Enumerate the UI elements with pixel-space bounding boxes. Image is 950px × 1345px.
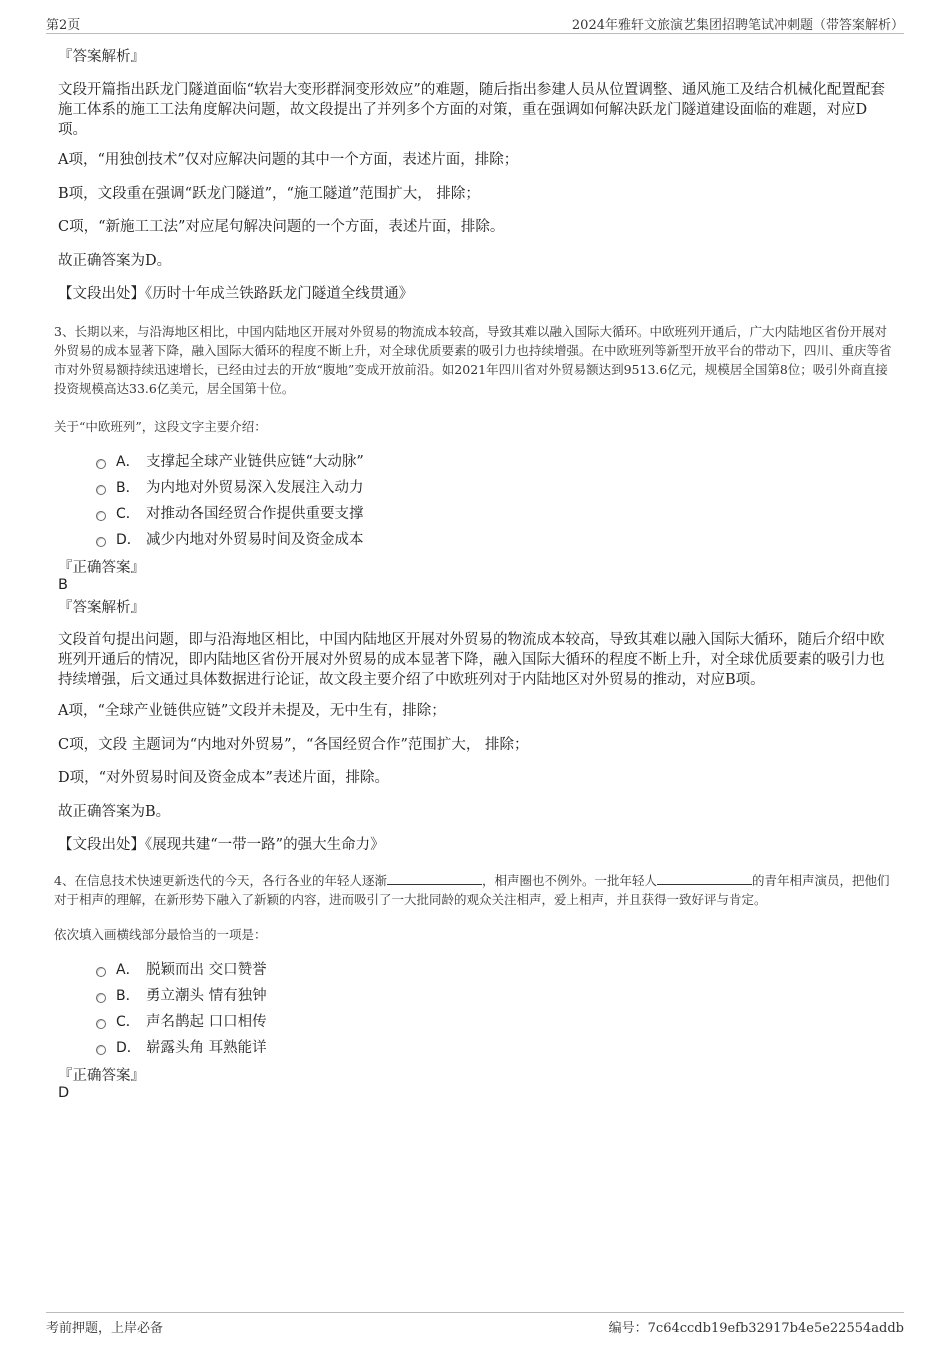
radio-icon[interactable] (96, 485, 106, 495)
question-4-prompt: 依次填入画横线部分最恰当的一项是： (54, 927, 267, 942)
analysis-label: 『答案解析』 (58, 49, 145, 65)
q4-option-d[interactable] (96, 1037, 267, 1059)
option-text: 为内地对外贸易深入发展注入动力 (146, 480, 364, 496)
page-header (46, 14, 904, 34)
radio-icon[interactable] (96, 1019, 106, 1029)
page-footer (46, 1312, 904, 1334)
analysis-label: 『答案解析』 (58, 600, 145, 616)
stem-part: 4、在信息技术快速更新迭代的今天，各行各业的年轻人逐渐 (54, 873, 387, 888)
radio-icon[interactable] (96, 511, 106, 521)
q4-option-c[interactable] (96, 1011, 267, 1033)
option-text: 对推动各国经贸合作提供重要支撑 (146, 506, 364, 522)
source-citation: 【文段出处】《历时十年成兰铁路跃龙门隧道全线贯通》 (58, 286, 414, 302)
radio-icon[interactable] (96, 993, 106, 1003)
option-text: 崭露头角 耳熟能详 (146, 1040, 267, 1056)
analysis-option-d: D项，“对外贸易时间及资金成本”表述片面，排除。 (58, 770, 389, 786)
q4-option-b[interactable] (96, 985, 267, 1007)
analysis-option-b: B项，文段重在强调“跃龙门隧道”，“施工隧道”范围扩大， 排除； (58, 186, 480, 202)
q3-option-a[interactable] (96, 451, 364, 473)
option-key: C． (116, 1014, 140, 1030)
option-text: 声名鹊起 口口相传 (146, 1014, 267, 1030)
analysis-conclusion: 故正确答案为B。 (58, 804, 171, 820)
analysis-option-a: A项，“用独创技术”仅对应解决问题的其中一个方面，表述片面，排除； (58, 152, 519, 168)
option-text: 脱颖而出 交口赞誉 (146, 962, 267, 978)
q3-option-b[interactable] (96, 477, 364, 499)
question-3-stem: 3、长期以来，与沿海地区相比，中国内陆地区开展对外贸易的物流成本较高，导致其难以融入国际大循环。中欧班列开通后，广大内陆地区省份开展对外贸易的成本显著下降，融入国际大循环的程度不断上升，对全球优质要素的吸引力也持续增强。在中欧班列等新型开放平台的带动下，四川、重庆等省市对外贸易额持续迅速增长，已经由过去的开放“腹地”变成开放前沿。如2021年四川省对外贸易额达到9513.6亿元，规模居全国第8位；吸引外商直接投资规模高达33.6亿美元，居全国第十位。 (54, 324, 892, 396)
option-key: B． (116, 988, 140, 1004)
radio-icon[interactable] (96, 537, 106, 547)
radio-icon[interactable] (96, 967, 106, 977)
option-key: A． (116, 962, 140, 978)
correct-answer: D (58, 1085, 70, 1101)
correct-answer-label: 『正确答案』 (58, 560, 145, 576)
analysis-conclusion: 故正确答案为D。 (58, 253, 172, 269)
source-citation: 【文段出处】《展现共建“一带一路”的强大生命力》 (58, 837, 385, 853)
footer-slogan: 考前押题，上岸必备 (46, 1321, 164, 1336)
correct-answer-label: 『正确答案』 (58, 1068, 145, 1084)
stem-part: 的青年相声演员，把他们对于相声的理解，在新形势下融入了新颖的内容，进而吸引了一大批同龄的观众关注相声，爱上相声，并且获得一致好评与肯定。 (54, 873, 890, 907)
question-3-prompt: 关于“中欧班列”，这段文字主要介绍： (54, 419, 267, 434)
page-number: 第2页 (46, 18, 81, 33)
option-key: D． (116, 532, 141, 548)
analysis-option-c: C项，“新施工工法”对应尾句解决问题的一个方面，表述片面，排除。 (58, 219, 505, 235)
option-key: D． (116, 1040, 141, 1056)
option-key: B． (116, 480, 140, 496)
option-key: A． (116, 454, 140, 470)
radio-icon[interactable] (96, 459, 106, 469)
option-key: C． (116, 506, 140, 522)
fill-blank-1 (387, 873, 482, 885)
q3-option-d[interactable] (96, 529, 364, 551)
correct-answer: B (58, 577, 68, 593)
stem-part: ，相声圈也不例外。一批年轻人 (481, 873, 657, 888)
option-text: 减少内地对外贸易时间及资金成本 (146, 532, 364, 548)
analysis-option-a: A项，“全球产业链供应链”文段并未提及，无中生有，排除； (58, 703, 446, 719)
analysis-text: 文段开篇指出跃龙门隧道面临“软岩大变形群洞变形效应”的难题，随后指出参建人员从位置调整、通风施工及结合机械化配置配套施工体系的施工工法角度解决问题，故文段提出了并列多个方面的对策，重在强调如何解决跃龙门隧道建设面临的难题，对应D项。 (58, 82, 885, 138)
option-text: 支撑起全球产业链供应链“大动脉” (146, 454, 364, 470)
document-id: 编号：7c64ccdb19efb32917b4e5e22554addb (608, 1321, 904, 1336)
q4-option-a[interactable] (96, 959, 267, 981)
question-4-stem (54, 871, 896, 909)
option-text: 勇立潮头 情有独钟 (146, 988, 267, 1004)
radio-icon[interactable] (96, 1045, 106, 1055)
fill-blank-2 (657, 873, 752, 885)
analysis-text: 文段首句提出问题，即与沿海地区相比，中国内陆地区开展对外贸易的物流成本较高，导致其难以融入国际大循环，随后介绍中欧班列开通后的情况，即内陆地区省份开展对外贸易的成本显著下降，融入国际大循环的程度不断上升，对全球优质要素的吸引力也持续增强，后文通过具体数据进行论证，故文段主要介绍了中欧班列对于内陆地区对外贸易的推动，对应B项。 (58, 632, 885, 688)
document-title: 2024年雅轩文旅演艺集团招聘笔试冲刺题（带答案解析） (571, 18, 904, 33)
analysis-option-c: C项，文段 主题词为“内地对外贸易”，“各国经贸合作”范围扩大， 排除； (58, 737, 529, 753)
q3-option-c[interactable] (96, 503, 364, 525)
